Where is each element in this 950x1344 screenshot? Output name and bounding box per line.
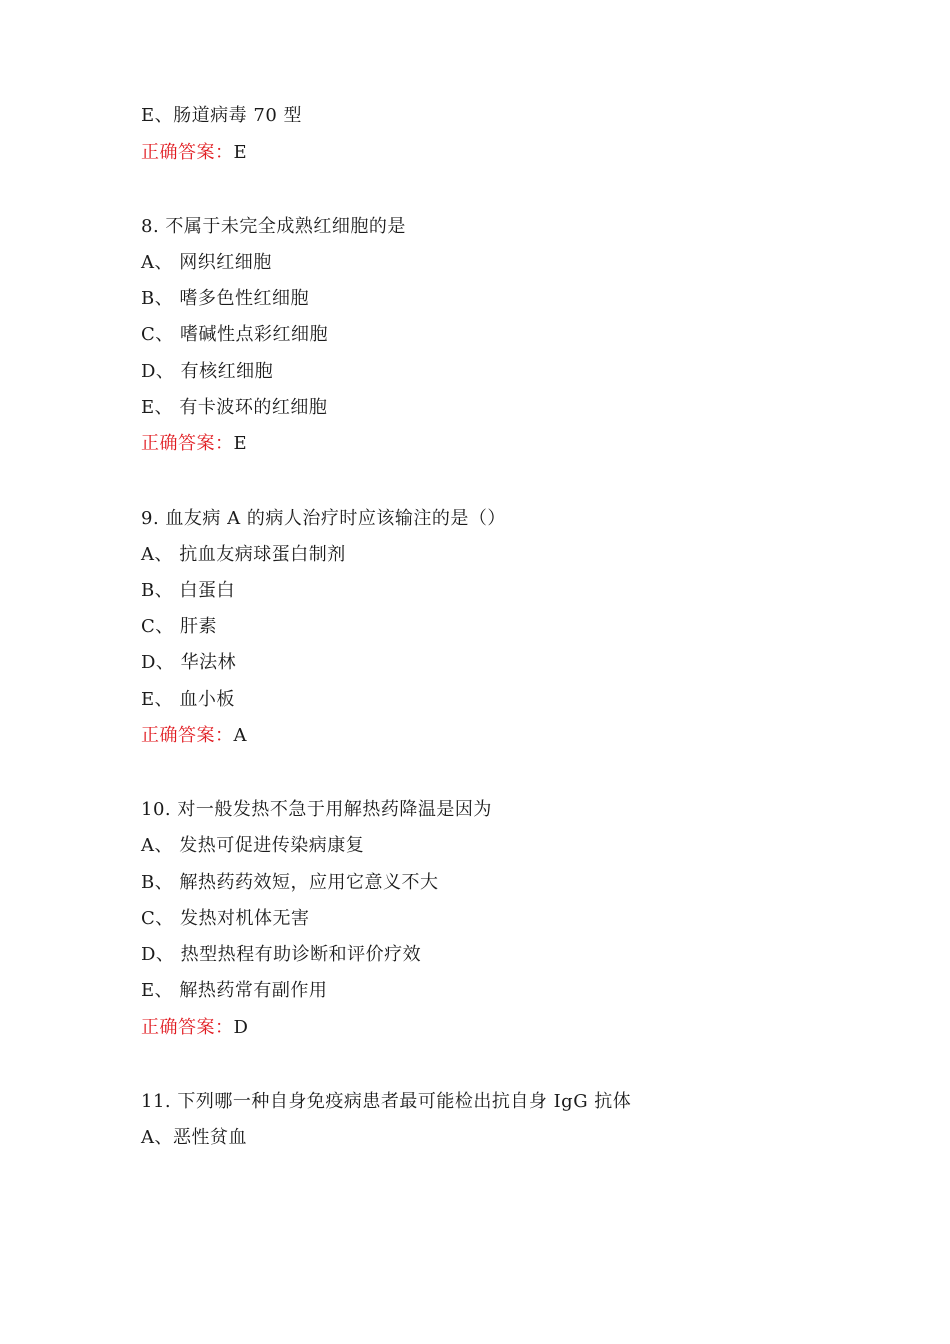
answer-label: 正确答案： — [141, 142, 234, 163]
option-line: C、 发热对机体无害 — [141, 908, 310, 929]
question-stem: 9. 血友病 A 的病人治疗时应该输注的是（） — [141, 508, 506, 529]
option-line: A、 抗血友病球蛋白制剂 — [141, 544, 346, 565]
answer-value: D — [233, 1017, 249, 1038]
answer-line — [141, 1016, 248, 1040]
option-line: C、 嗜碱性点彩红细胞 — [141, 324, 328, 345]
option-line: B、 白蛋白 — [141, 580, 235, 601]
question-stem: 11. 下列哪一种自身免疫病患者最可能检出抗自身 IgG 抗体 — [141, 1091, 632, 1112]
answer-line — [141, 432, 247, 456]
option-line: D、 华法林 — [141, 652, 237, 673]
option-line: A、 网织红细胞 — [141, 252, 272, 273]
option-line: A、 发热可促进传染病康复 — [141, 835, 365, 856]
question-stem: 8. 不属于未完全成熟红细胞的是 — [141, 216, 406, 237]
answer-value: E — [233, 433, 248, 454]
option-line: E、 有卡波环的红细胞 — [141, 397, 328, 418]
answer-label: 正确答案： — [141, 433, 234, 454]
option-line: C、 肝素 — [141, 616, 217, 637]
option-line: E、 解热药常有副作用 — [141, 980, 328, 1001]
option-line: E、 血小板 — [141, 689, 235, 710]
option-line: B、 嗜多色性红细胞 — [141, 288, 309, 309]
option-line: B、 解热药药效短，应用它意义不大 — [141, 872, 439, 893]
answer-value: A — [233, 725, 247, 746]
answer-line — [141, 724, 247, 748]
answer-label: 正确答案： — [141, 725, 234, 746]
option-line: A、恶性贫血 — [141, 1127, 247, 1148]
answer-value: E — [233, 142, 248, 163]
option-line: D、 热型热程有助诊断和评价疗效 — [141, 944, 422, 965]
answer-label: 正确答案： — [141, 1017, 234, 1038]
answer-line — [141, 141, 247, 165]
question-stem: 10. 对一般发热不急于用解热药降温是因为 — [141, 799, 492, 820]
option-line: D、 有核红细胞 — [141, 361, 274, 382]
option-line: E、肠道病毒 70 型 — [141, 105, 302, 126]
